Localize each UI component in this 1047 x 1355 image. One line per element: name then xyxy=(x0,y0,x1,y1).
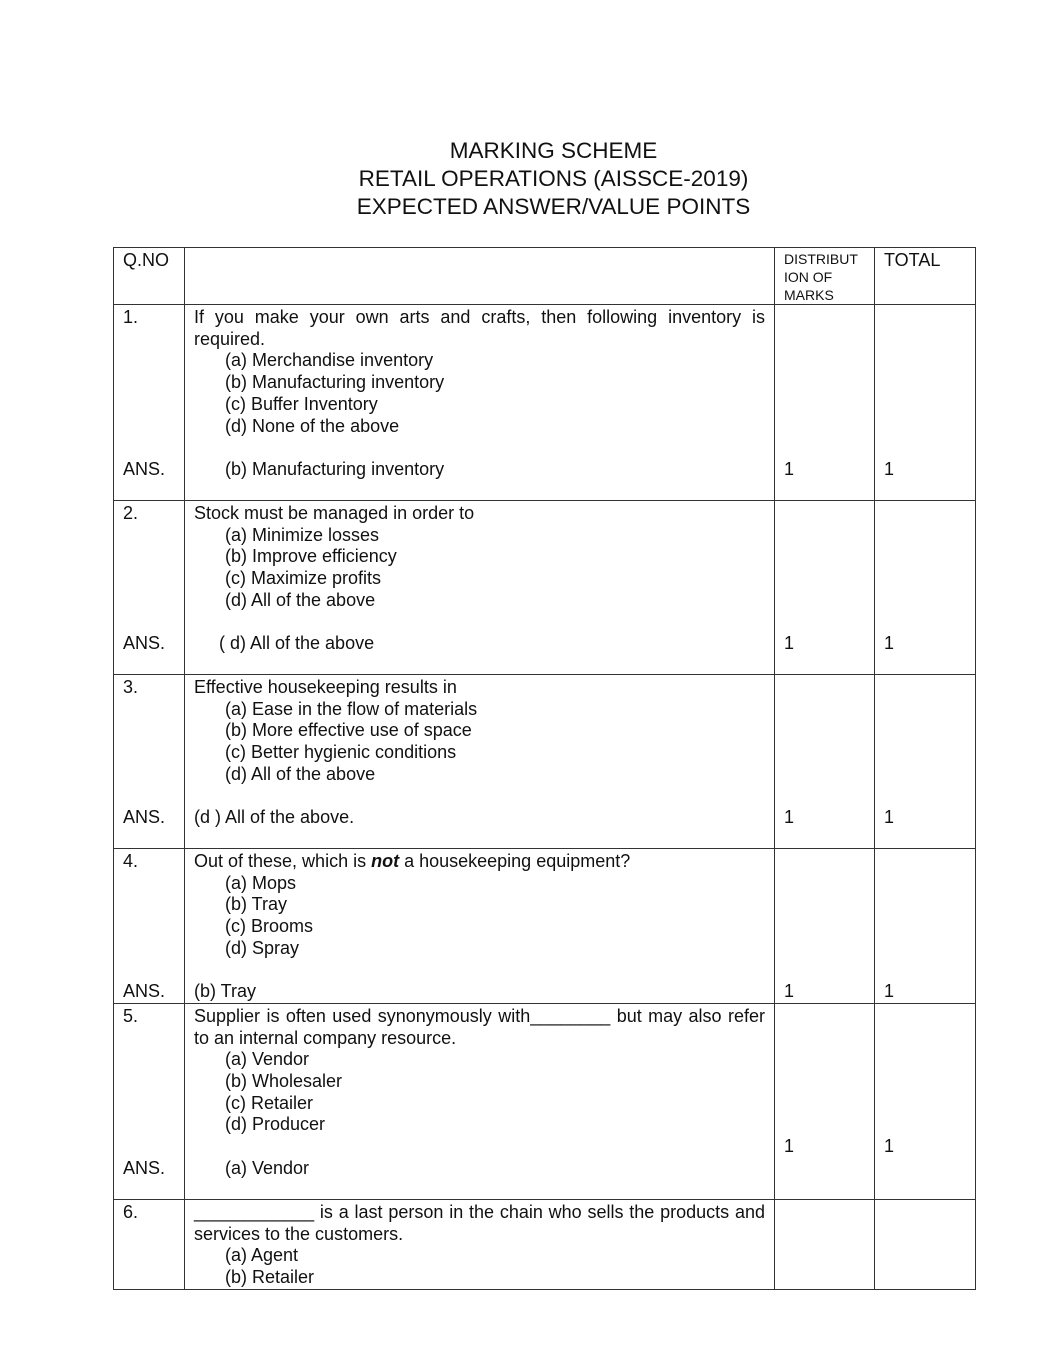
question-text: Effective housekeeping results in xyxy=(194,677,457,697)
header-qno: Q.NO xyxy=(114,248,185,305)
answer-label: ANS. xyxy=(123,1157,166,1178)
answer-text: (a) Vendor xyxy=(225,1157,310,1178)
title-line: RETAIL OPERATIONS (AISSCE-2019) xyxy=(358,166,749,191)
option: (b) Improve efficiency xyxy=(225,546,397,567)
answer-text: (b) Manufacturing inventory xyxy=(225,458,445,479)
question-number: 4. xyxy=(123,851,139,871)
option: (a) Ease in the flow of materials xyxy=(225,698,478,719)
answer-text: ( d) All of the above xyxy=(219,633,375,654)
question-number: 3. xyxy=(123,677,139,697)
option: (a) Merchandise inventory xyxy=(225,350,434,371)
table-row xyxy=(114,305,976,501)
table-row xyxy=(114,1003,976,1199)
total: 1 xyxy=(884,807,895,827)
question-text: Stock must be managed in order to xyxy=(194,503,475,523)
header-question xyxy=(185,248,775,305)
marks: 1 xyxy=(784,459,795,479)
question-number: 1. xyxy=(123,307,139,327)
answer-text: (d ) All of the above. xyxy=(194,807,355,828)
question-number: 2. xyxy=(123,503,139,523)
header-total: TOTAL xyxy=(875,248,976,305)
question-text-part: Out of these, which is xyxy=(194,851,372,871)
table-row xyxy=(114,849,976,1004)
marks: 1 xyxy=(784,1135,795,1156)
answer-label: ANS. xyxy=(123,981,166,1002)
option: (a) Agent xyxy=(225,1245,299,1266)
option: (d) All of the above xyxy=(225,589,376,610)
answer-label: ANS. xyxy=(123,458,166,479)
option: (b) More effective use of space xyxy=(225,720,472,741)
table-header-row xyxy=(114,248,976,305)
table-row xyxy=(114,1199,976,1289)
question-text xyxy=(194,851,765,873)
answer-label: ANS. xyxy=(123,807,166,828)
option: (a) Mops xyxy=(225,872,297,893)
total: 1 xyxy=(884,981,895,1001)
emphasis-not: not xyxy=(371,851,400,871)
option: (b) Retailer xyxy=(225,1267,315,1288)
option: (a) Minimize losses xyxy=(225,524,380,545)
option: (d) All of the above xyxy=(225,763,376,784)
answer-text: (b) Tray xyxy=(194,981,257,1002)
marks: 1 xyxy=(784,633,795,653)
question-number: 5. xyxy=(123,1005,139,1026)
question-text: If you make your own arts and crafts, then following inventory is required. xyxy=(194,307,765,349)
answer-label: ANS. xyxy=(123,633,166,654)
table-row xyxy=(114,675,976,849)
total: 1 xyxy=(884,459,895,479)
question-text: ____________ is a last person in the chain who sells the products and services to the customers. xyxy=(194,1201,765,1244)
option: (c) Retailer xyxy=(225,1092,314,1113)
option: (a) Vendor xyxy=(225,1049,310,1070)
option: (d) Producer xyxy=(225,1114,326,1135)
option: (c) Brooms xyxy=(225,916,314,937)
total-cell xyxy=(875,1199,976,1289)
table-row xyxy=(114,501,976,675)
marks-cell xyxy=(775,1199,875,1289)
marks: 1 xyxy=(784,981,795,1001)
title-line: MARKING SCHEME xyxy=(449,138,658,163)
option: (c) Better hygienic conditions xyxy=(225,742,457,763)
option: (d) None of the above xyxy=(225,415,400,436)
header-distribution: DISTRIBUT ION OF MARKS xyxy=(775,248,875,305)
marks: 1 xyxy=(784,807,795,827)
question-text-part: a housekeeping equipment? xyxy=(399,851,631,871)
total: 1 xyxy=(884,1135,895,1156)
option: (b) Tray xyxy=(225,894,288,915)
option: (c) Maximize profits xyxy=(225,568,382,589)
option: (c) Buffer Inventory xyxy=(225,393,378,414)
option: (d) Spray xyxy=(225,937,300,958)
title-line: EXPECTED ANSWER/VALUE POINTS xyxy=(356,194,751,219)
option: (b) Manufacturing inventory xyxy=(225,372,445,393)
marking-scheme-table xyxy=(113,247,976,1290)
total: 1 xyxy=(884,633,895,653)
option: (b) Wholesaler xyxy=(225,1071,343,1092)
question-text: Supplier is often used synonymously with________ but may also refer to an internal company resource. xyxy=(194,1005,765,1048)
document-title xyxy=(0,137,1047,221)
question-number: 6. xyxy=(123,1201,139,1222)
